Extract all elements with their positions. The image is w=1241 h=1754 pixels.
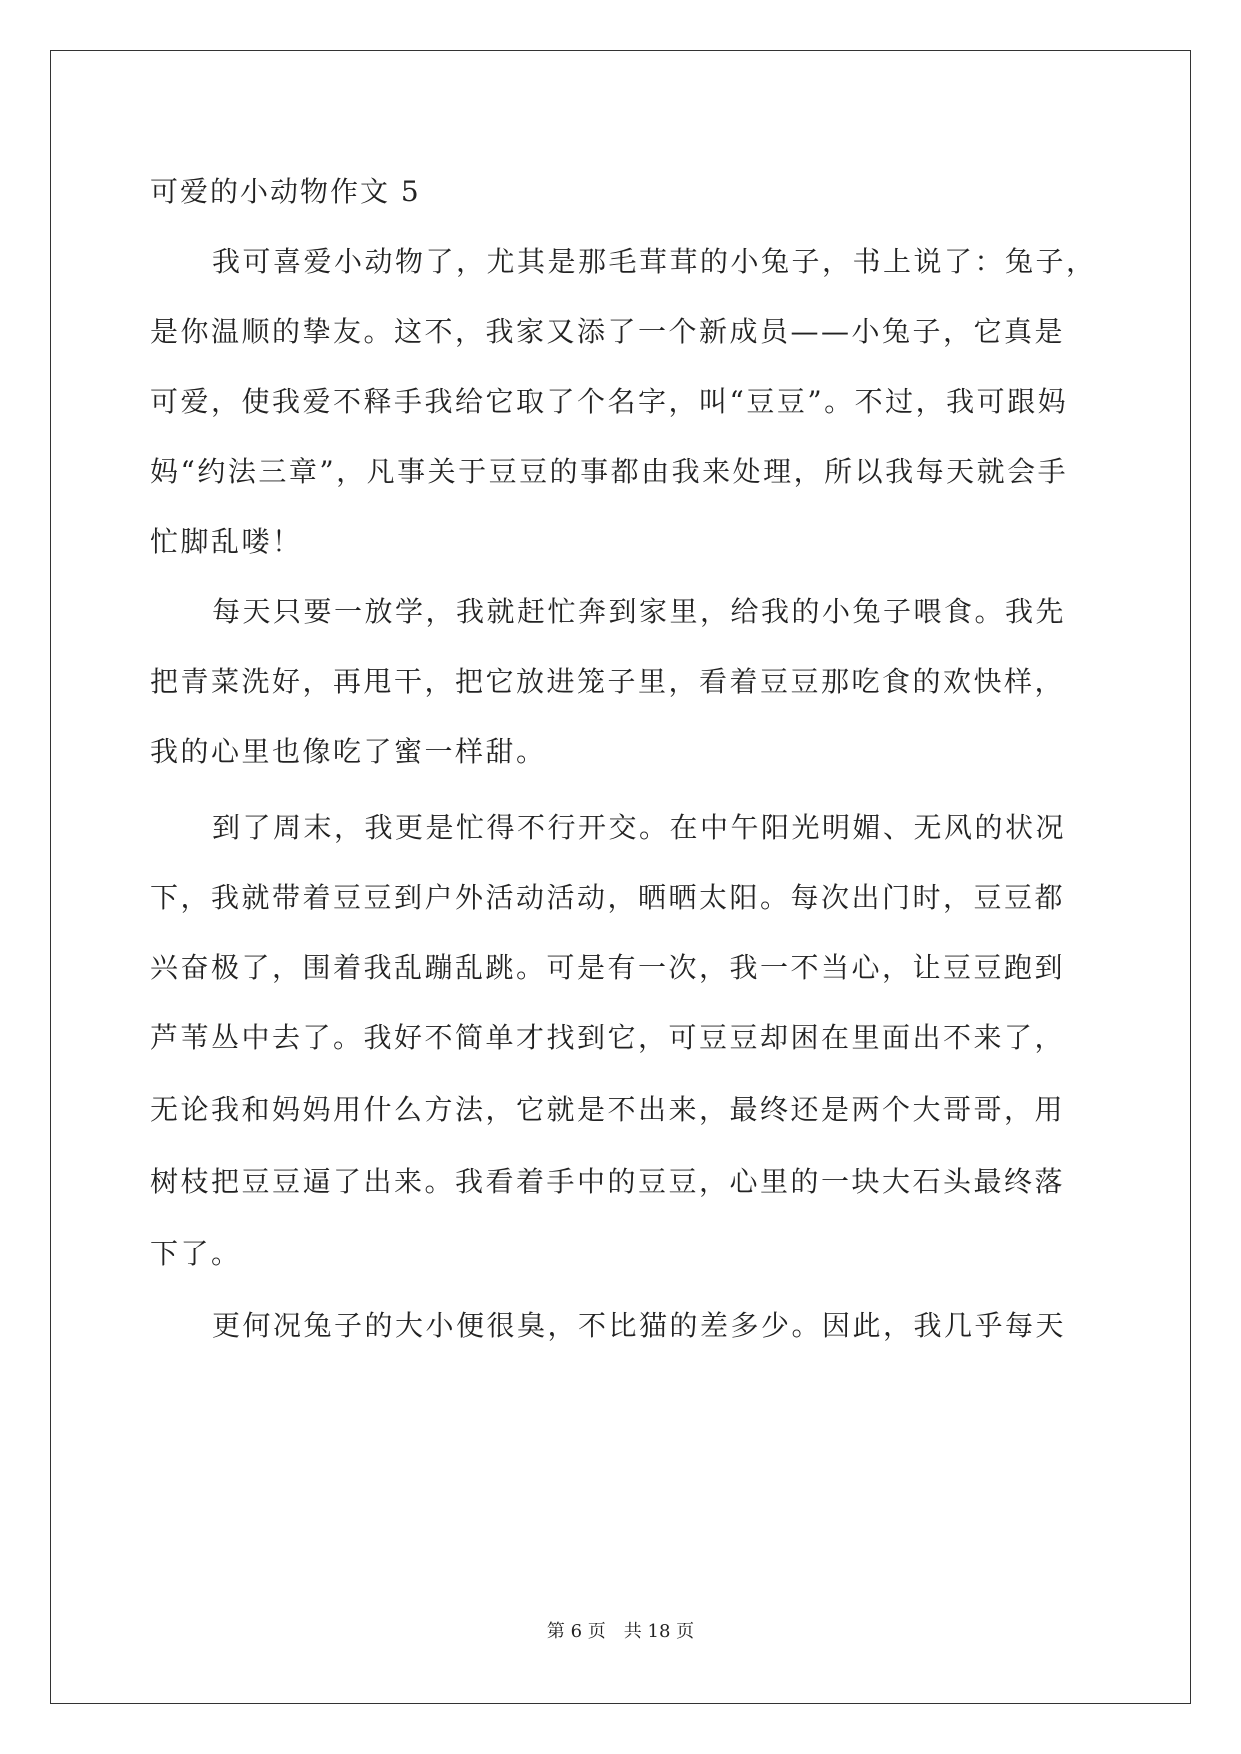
page-number: 第 6 页 共 18 页: [546, 1621, 695, 1642]
paragraph-3-line-6: 树枝把豆豆逼了出来。我看着手中的豆豆，心里的一块大石头最终落: [150, 1165, 1066, 1198]
paragraph-3-line-5: 无论我和妈妈用什么方法，它就是不出来，最终还是两个大哥哥，用: [150, 1093, 1066, 1126]
paragraph-1-line-1: 我可喜爱小动物了，尤其是那毛茸茸的小兔子，书上说了：兔子，: [212, 245, 1097, 278]
paragraph-1-line-2: 是你温顺的挚友。这不，我家又添了一个新成员——小兔子，它真是: [150, 315, 1066, 348]
paragraph-3-line-1: 到了周末，我更是忙得不行开交。在中午阳光明媚、无风的状况: [212, 811, 1067, 844]
paragraph-3-line-7: 下了。: [150, 1237, 242, 1270]
document-title: 可爱的小动物作文 5: [150, 175, 421, 208]
page-border: [50, 50, 1191, 1704]
paragraph-2-line-2: 把青菜洗好，再甩干，把它放进笼子里，看着豆豆那吃食的欢快样，: [150, 665, 1066, 698]
paragraph-2-line-3: 我的心里也像吃了蜜一样甜。: [150, 735, 547, 768]
paragraph-3-line-2: 下，我就带着豆豆到户外活动活动，晒晒太阳。每次出门时，豆豆都: [150, 881, 1066, 914]
paragraph-2-line-1: 每天只要一放学，我就赶忙奔到家里，给我的小兔子喂食。我先: [212, 595, 1067, 628]
paragraph-3-line-3: 兴奋极了，围着我乱蹦乱跳。可是有一次，我一不当心，让豆豆跑到: [150, 951, 1066, 984]
paragraph-1-line-4: 妈“约法三章”，凡事关于豆豆的事都由我来处理，所以我每天就会手: [150, 455, 1069, 488]
paragraph-3-line-4: 芦苇丛中去了。我好不简单才找到它，可豆豆却困在里面出不来了，: [150, 1021, 1066, 1054]
paragraph-1-line-5: 忙脚乱喽！: [150, 525, 303, 558]
paragraph-1-line-3: 可爱，使我爱不释手我给它取了个名字，叫“豆豆”。不过，我可跟妈: [150, 385, 1069, 418]
paragraph-4-line-1: 更何况兔子的大小便很臭，不比猫的差多少。因此，我几乎每天: [212, 1309, 1067, 1342]
